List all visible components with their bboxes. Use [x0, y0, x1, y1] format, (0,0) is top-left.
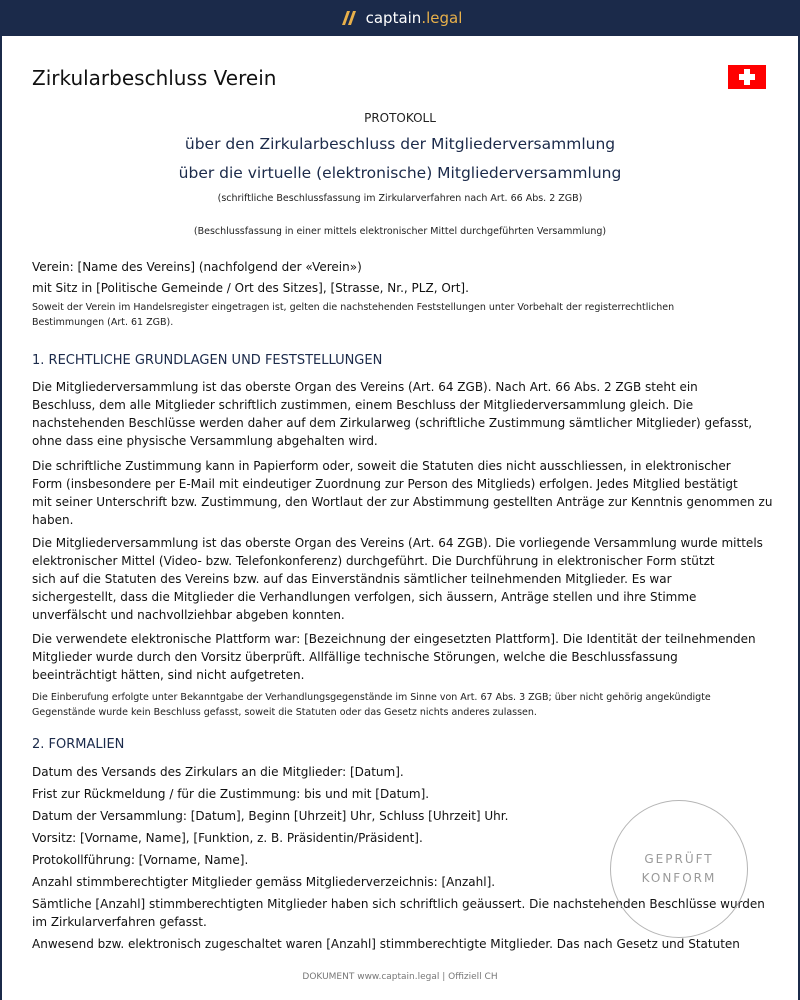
section-1-heading: 1. RECHTLICHE GRUNDLAGEN UND FESTSTELLUNGEN: [32, 353, 383, 368]
swiss-flag-icon: [728, 65, 766, 89]
formalien-line: Anwesend bzw. elektronisch zugeschaltet waren [Anzahl] stimmberechtigte Mitglieder. Das nach Gesetz und Statuten: [32, 937, 740, 951]
section-1-fine-print: Die Einberufung erfolgte unter Bekanntgabe der Verhandlungsgegenstände im Sinne von Art. 67 Abs. 3 ZGB; über nicht gehörig angekündigte Gegenstände wurde kein Beschluss gefasst, soweit die Statuten oder das Gesetz nichts anderes zulassen.: [32, 692, 711, 718]
formalien-line: im Zirkularverfahren gefasst.: [32, 915, 207, 929]
formalien-line: Frist zur Rückmeldung / für die Zustimmung: bis und mit [Datum].: [32, 787, 430, 801]
brand-name: captain.legal: [365, 9, 463, 27]
protocol-subtitle-1: (schriftliche Beschlussfassung im Zirkularverfahren nach Art. 66 Abs. 2 ZGB): [217, 193, 583, 204]
formalien-line: Anzahl stimmberechtigter Mitglieder gemäss Mitgliederverzeichnis: [Anzahl].: [32, 875, 496, 889]
intro-line-1: Verein: [Name des Vereins] (nachfolgend der «Verein»): [32, 260, 362, 274]
section-2-heading: 2. FORMALIEN: [32, 737, 125, 752]
top-bar: [0, 0, 800, 36]
protocol-subtitle-2: (Beschlussfassung in einer mittels elektronischer Mittel durchgeführten Versammlung): [193, 226, 607, 237]
intro-line-2: mit Sitz in [Politische Gemeinde / Ort des Sitzes], [Strasse, Nr., PLZ, Ort].: [32, 281, 469, 295]
formalien-line: Datum des Versands des Zirkulars an die Mitglieder: [Datum].: [32, 765, 404, 779]
protokoll-label: PROTOKOLL: [364, 111, 436, 125]
protocol-title-1: über den Zirkularbeschluss der Mitgliederversammlung: [184, 135, 616, 153]
formalien-line: Datum der Versammlung: [Datum], Beginn [Uhrzeit] Uhr, Schluss [Uhrzeit] Uhr.: [32, 809, 509, 823]
page-footer: DOKUMENT www.captain.legal | Offiziell CH: [302, 972, 498, 982]
formalien-line: Sämtliche [Anzahl] stimmberechtigten Mitglieder haben sich schriftlich geäussert. Die nachstehenden Beschlüsse wurden: [32, 897, 765, 911]
approval-stamp: GEPRÜFT KONFORM: [610, 800, 748, 938]
brand[interactable]: [338, 9, 463, 27]
formalien-line: Vorsitz: [Vorname, Name], [Funktion, z. B. Präsidentin/Präsident].: [32, 831, 423, 845]
document-title: Zirkularbeschluss Verein: [32, 66, 277, 90]
intro-note: Soweit der Verein im Handelsregister eingetragen ist, gelten die nachstehenden Feststellungen unter Vorbehalt der registerrechtlichen Bestimmungen (Art. 61 ZGB).: [32, 302, 675, 328]
protocol-title-2: über die virtuelle (elektronische) Mitgliederversammlung: [178, 164, 622, 182]
formalien-line: Protokollführung: [Vorname, Name].: [32, 853, 249, 867]
document-page: Zirkularbeschluss Verein PROTOKOLL über den Zirkularbeschluss der Mitgliederversammlung über die virtuelle (elektronische) Mitgliederversammlung (schriftliche Beschlussfassung im Zirkularverfahren nach Art. 66 Abs. 2 ZGB) (Beschlussfassung in einer mittels elektronischer Mittel durchgeführten Versammlung) Verein: [Name des Vereins] (nachfolgend der «Verein») mit Sitz in [Politische Gemeinde / Ort des Sitzes], [Strasse, Nr., PLZ, Ort]. Soweit der Verein im Handelsregister eingetragen ist, gelten die nachstehenden Feststellungen unter Vorbehalt der registerrechtlichen Bestimmungen (Art. 61 ZGB). 1. RECHTLICHE GRUNDLAGEN UND FESTSTELLUNGEN Die Mitgliederversammlung ist das oberste Organ des Vereins (Art. 64 ZGB). Nach Art. 66 Abs. 2 ZGB steht ein Beschluss, dem alle Mitglieder schriftlich zustimmen, einem Beschluss der Mitgliederversammlung gleich. Die nachstehenden Beschlüsse werden daher auf dem Zirkularweg (schriftliche Zustimmung sämtlicher Mitglieder) gefasst, ohne dass eine physische Versammlung abgehalten wird. Die schriftliche Zustimmung kann in Papierform oder, soweit die Statuten dies nicht ausschliessen, in elektronischer Form (insbesondere per E-Mail mit eindeutiger Zuordnung zur Person des Mitglieds) erfolgen. Jedes Mitglied bestätigt mit seiner Unterschrift bzw. Zustimmung, den Wortlaut der zur Abstimmung gestellten Anträge zur Kenntnis genommen zu haben. Die Mitgliederversammlung ist das oberste Organ des Vereins (Art. 64 ZGB). Die vorliegende Versammlung wurde mittels elektronischer Mittel (Video- bzw. Telefonkonferenz) durchgeführt. Die Durchführung in elektronischer Form stützt sich auf die Statuten des Vereins bzw. auf das Einverständnis sämtlicher teilnehmenden Mitglieder. Es war sichergestellt, dass die Mitglieder die Verhandlungen verfolgen, sich äussern, Anträge stellen und ihre Stimme unverfälscht und nachvollziehbar abgeben konnten. Die verwendete elektronische Plattform war: [Bezeichnung der eingesetzten Plattform]. Die Identität der teilnehmenden Mitglieder wurde durch den Vorsitz überprüft. Allfällige technische Störungen, welche die Beschlussfassung beeinträchtigt hätten, sind nicht aufgetreten. Die Einberufung erfolgte unter Bekanntgabe der Verhandlungsgegenstände im Sinne von Art. 67 Abs. 3 ZGB; über nicht gehörig angekündigte Gegenstände wurde kein Beschluss gefasst, soweit die Statuten oder das Gesetz nichts anderes zulassen. 2. FORMALIEN Datum des Versands des Zirkulars an die Mitglieder: [Datum]. Frist zur Rückmeldung / für die Zustimmung: bis und mit [Datum]. Datum der Versammlung: [Datum], Beginn [Uhrzeit] Uhr, Schluss [Uhrzeit] Uhr. Vorsitz: [Vorname, Name], [Funktion, z. B. Präsidentin/Präsident]. Protokollführung: [Vorname, Name]. Anzahl stimmberechtigter Mitglieder gemäss Mitgliederverzeichnis: [Anzahl]. Sämtliche [Anzahl] stimmberechtigten Mitglieder haben sich schriftlich geäussert. Die nachstehenden Beschlüsse wurden im Zirkularverfahren gefasst. Anwesend bzw. elektronisch zugeschaltet waren [Anzahl] stimmberechtigte Mitglieder. Das nach Gesetz und Statuten GEPRÜFT KONFORM DOKUMENT www.captain.legal | Offiziell CH: [2, 36, 798, 1000]
captain-logo-icon: [338, 10, 358, 26]
